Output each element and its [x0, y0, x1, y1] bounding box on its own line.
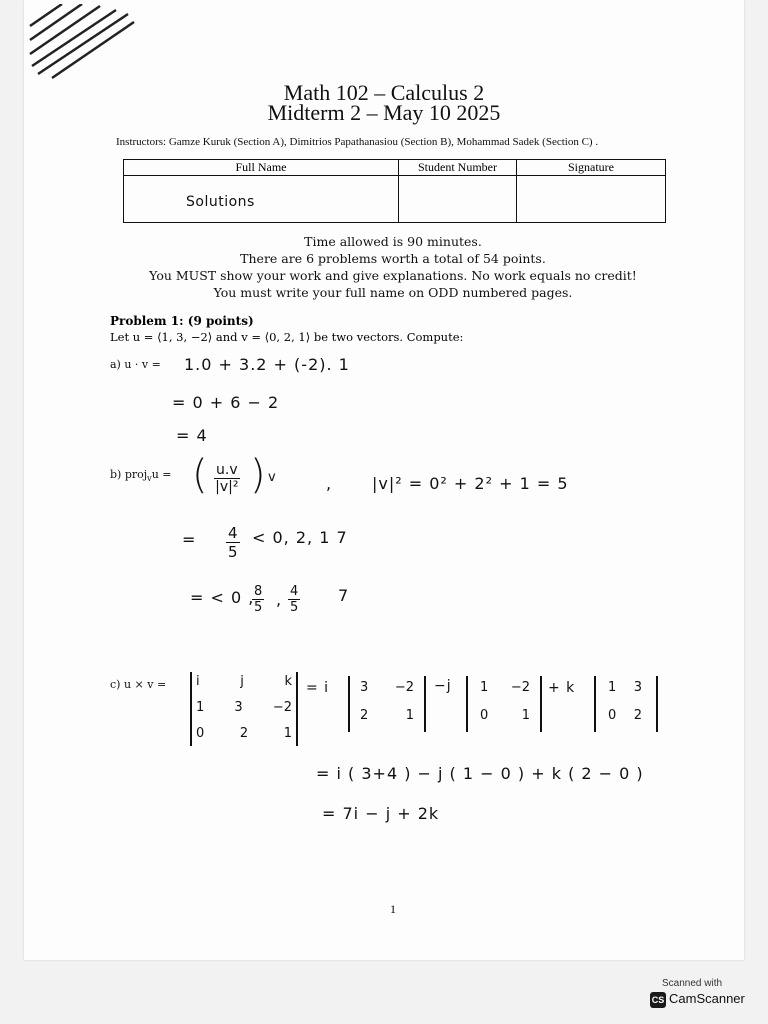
part-c-line3: = 7i − j + 2k: [322, 804, 440, 823]
part-a-line1: 1.0 + 3.2 + (-2). 1: [184, 355, 350, 374]
expansion-k: + k: [548, 680, 576, 696]
scanned-with-caption: Scanned with: [662, 978, 723, 989]
full-name-header: Full Name: [124, 160, 399, 176]
projection-vector-v: v: [268, 470, 277, 485]
left-paren: (: [192, 452, 208, 498]
minor2-bar-right: [540, 676, 542, 732]
minor3-bar-right: [656, 676, 658, 732]
norm-squared-line: |v|² = 0² + 2² + 1 = 5: [372, 474, 569, 493]
part-b-label: b) proj$_v$u =: [110, 468, 172, 484]
part-b-line2-vector: < 0, 2, 1 7: [252, 528, 348, 547]
instruction-full-name: You must write your full name on ODD numbered pages.: [213, 285, 573, 300]
det-bar-left: [190, 672, 192, 746]
det-bar-right: [296, 672, 298, 746]
part-b-line2-eq: =: [182, 530, 197, 549]
part-c-label: c) u × v =: [110, 678, 167, 691]
cross-product-matrix: i j k 1 3 −2 0 2 1: [196, 674, 292, 741]
part-b-line3-fraction1: $\frac{8}{5}$: [254, 584, 263, 615]
signature-cell: [517, 176, 666, 223]
minor-matrix-2: 1 −2 0 1: [480, 680, 530, 723]
camscanner-logo-icon: CS: [650, 992, 666, 1008]
instruction-time: Time allowed is 90 minutes.: [304, 234, 482, 249]
expansion-i: = i: [306, 680, 330, 696]
exam-subtitle: Midterm 2 – May 10 2025: [267, 100, 501, 125]
minor2-bar-left: [466, 676, 468, 732]
instructors-line: Instructors: Gamze Kuruk (Section A), Dimitrios Papathanasiou (Section B), Mohammad Sadek (Section C) .: [116, 136, 599, 148]
minor3-bar-left: [594, 676, 596, 732]
page-number: 1: [390, 902, 396, 916]
corner-hatch-marks: [28, 4, 138, 84]
part-b-line3-sep: ,: [276, 590, 283, 609]
part-b-comma: ,: [326, 474, 333, 493]
minor-matrix-1: 3 −2 2 1: [360, 680, 414, 723]
minor1-bar-left: [348, 676, 350, 732]
minor-matrix-3: 1 3 0 2: [608, 680, 642, 723]
part-a-line3: = 4: [176, 426, 208, 445]
part-a-label: a) u · v =: [110, 358, 161, 371]
projection-fraction: $\frac{u.v}{\text{|v|²}}$: [215, 462, 239, 495]
full-name-cell: [124, 176, 399, 223]
problem1-heading: Problem 1: (9 points): [110, 314, 254, 328]
student-info-table: [123, 159, 666, 223]
student-number-cell: [399, 176, 517, 223]
part-a-line2: = 0 + 6 − 2: [172, 393, 280, 412]
camscanner-name: CamScanner: [669, 991, 745, 1006]
camscanner-watermark: [644, 976, 754, 1012]
part-b-line3-end: 7: [338, 586, 350, 605]
name-field-value: Solutions: [186, 194, 255, 210]
minor1-bar-right: [424, 676, 426, 732]
problem1-statement: Let u = ⟨1, 3, −2⟩ and v = ⟨0, 2, 1⟩ be two vectors. Compute:: [110, 330, 464, 344]
instruction-points: There are 6 problems worth a total of 54 points.: [240, 251, 546, 266]
student-number-header: Student Number: [399, 160, 517, 176]
expansion-j: −j: [434, 678, 452, 694]
part-b-line2-fraction: $\frac{4}{5}$: [228, 524, 238, 561]
part-b-line3-start: = < 0 ,: [190, 588, 255, 607]
instruction-show-work: You MUST show your work and give explanations. No work equals no credit!: [149, 268, 637, 283]
exam-title: Math 102 – Calculus 2: [283, 80, 485, 105]
signature-header: Signature: [517, 160, 666, 176]
part-b-line3-fraction2: $\frac{4}{5}$: [290, 584, 299, 615]
right-paren: ): [250, 452, 266, 498]
part-c-line2: = i ( 3+4 ) − j ( 1 − 0 ) + k ( 2 − 0 ): [316, 764, 644, 783]
